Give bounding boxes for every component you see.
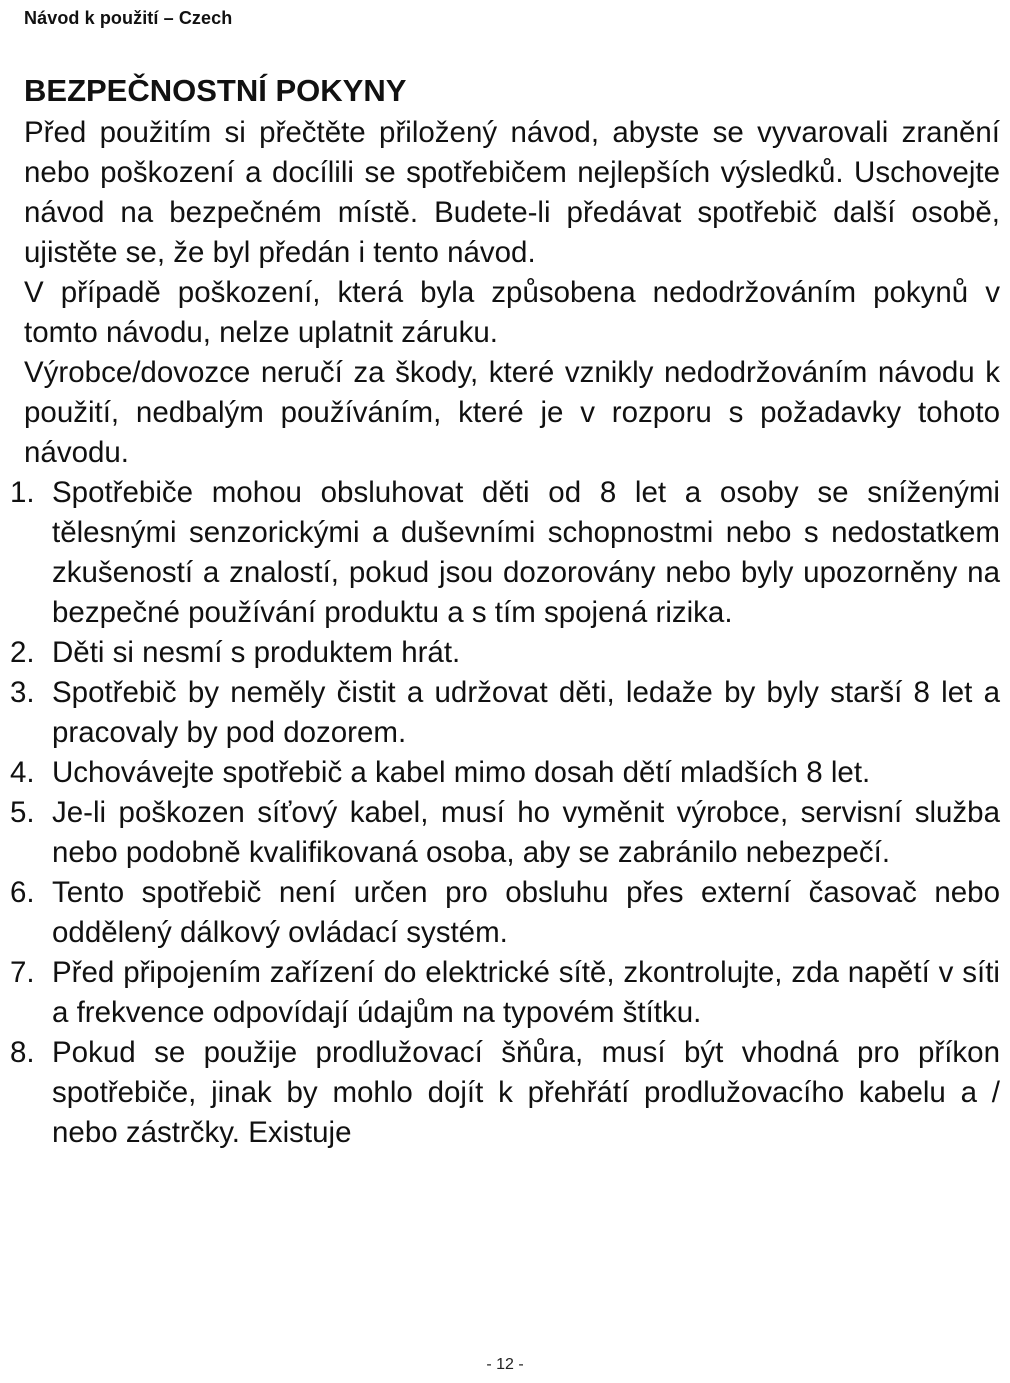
section-title: BEZPEČNOSTNÍ POKYNY xyxy=(24,73,407,108)
list-item-number: 7. xyxy=(10,956,35,989)
list-item xyxy=(10,673,1000,753)
list-item xyxy=(10,793,1000,873)
list-item-number: 1. xyxy=(10,476,35,509)
page-number: - 12 - xyxy=(486,1356,524,1373)
list-item-text: Děti si nesmí s produktem hrát. xyxy=(52,636,461,669)
intro-paragraph: Před použitím si přečtěte přiložený návod, abyste se vyvarovali zranění nebo poškození a docílili se spotřebičem nejlepších výsledků. Uschovejte návod na bezpečném místě. Budete-li předávat spotřebič další osobě, ujistěte se, že byl předán i tento návod. xyxy=(24,116,1000,269)
list-item-number: 6. xyxy=(10,876,35,909)
list-item xyxy=(10,953,1000,1033)
list-item-text: Je-li poškozen síťový kabel, musí ho vyměnit výrobce, servisní služba nebo podobně kvalifikovaná osoba, aby se zabránilo nebezpečí. xyxy=(52,796,1000,869)
list-item-number: 8. xyxy=(10,1036,35,1069)
list-item-number: 4. xyxy=(10,756,35,789)
list-item xyxy=(10,1033,1000,1153)
warranty-paragraph: V případě poškození, která byla způsobena nedodržováním pokynů v tomto návodu, nelze uplatnit záruku. xyxy=(24,276,1000,349)
list-item-text: Pokud se použije prodlužovací šňůra, musí být vhodná pro příkon spotřebiče, jinak by mohlo dojít k přehřátí prodlužovacího kabelu a / nebo zástrčky. Existuje xyxy=(52,1036,1000,1149)
safety-instructions-list xyxy=(10,473,1000,1153)
list-item-number: 5. xyxy=(10,796,35,829)
list-item xyxy=(10,633,1000,673)
list-item-text: Před připojením zařízení do elektrické sítě, zkontrolujte, zda napětí v síti a frekvence odpovídají údajům na typovém štítku. xyxy=(52,956,1000,1029)
list-item xyxy=(10,873,1000,953)
liability-paragraph: Výrobce/dovozce neručí za škody, které vznikly nedodržováním návodu k použití, nedbalým používáním, které je v rozporu s požadavky tohoto návodu. xyxy=(24,356,1000,469)
list-item xyxy=(10,473,1000,633)
list-item-number: 2. xyxy=(10,636,35,669)
list-item-text: Tento spotřebič není určen pro obsluhu přes externí časovač nebo oddělený dálkový ovládací systém. xyxy=(52,876,1000,949)
document-body xyxy=(10,113,1000,1153)
list-item-text: Spotřebič by neměly čistit a udržovat děti, ledaže by byly starší 8 let a pracovaly by pod dozorem. xyxy=(52,676,1000,749)
list-item xyxy=(10,753,1000,793)
list-item-text: Uchovávejte spotřebič a kabel mimo dosah dětí mladších 8 let. xyxy=(52,756,871,789)
list-item-number: 3. xyxy=(10,676,35,709)
document-header: Návod k použití – Czech xyxy=(24,8,233,28)
list-item-text: Spotřebiče mohou obsluhovat děti od 8 let a osoby se sníženými tělesnými senzorickými a duševními schopnostmi nebo s nedostatkem zkušeností a znalostí, pokud jsou dozorovány nebo byly upozorněny na bezpečné používání produktu a s tím spojená rizika. xyxy=(52,476,1000,629)
